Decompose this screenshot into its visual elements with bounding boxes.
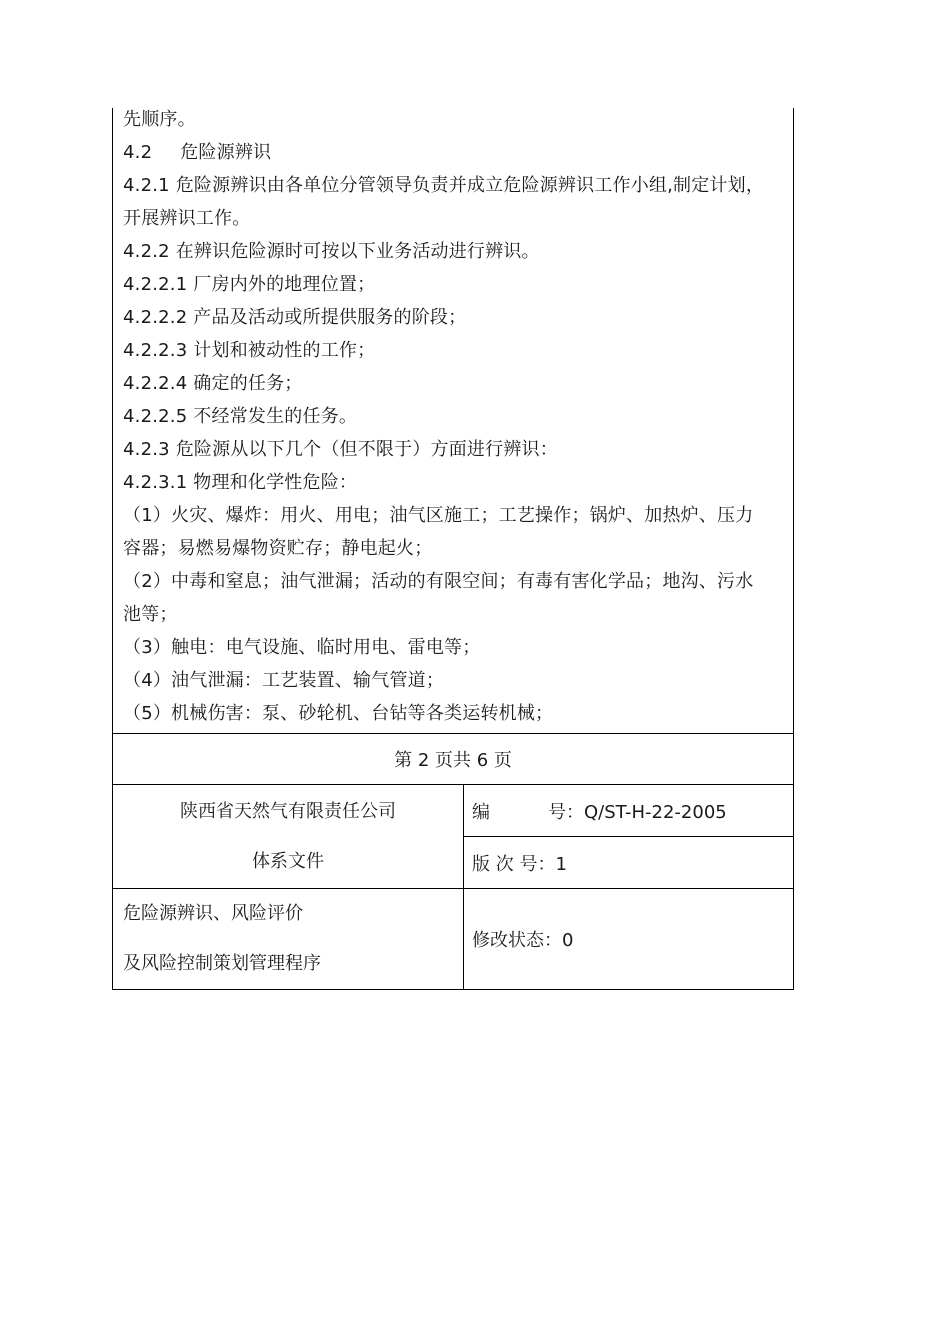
body-line: （1）火灾、爆炸：用火、用电；油气区施工；工艺操作；锅炉、加热炉、压力 [123, 505, 754, 526]
section-title: 危险源辨识 [180, 142, 272, 163]
body-line: 先顺序。 [123, 109, 196, 130]
body-line: 4.2.3.1 物理和化学性危险： [123, 472, 358, 493]
body-line: 容器；易燃易爆物资贮存；静电起火； [123, 538, 433, 559]
revision-cell: 修改状态：0 [464, 889, 794, 990]
body-line: 4.2.2.1 厂房内外的地理位置； [123, 274, 376, 295]
section-number: 4.2 [123, 142, 153, 163]
section-heading [123, 141, 785, 165]
body-line: 4.2.2.2 产品及活动或所提供服务的阶段； [123, 307, 467, 328]
body-line: 4.2.1 危险源辨识由各单位分管领导负责并成立危险源辨识工作小组,制定计划， [123, 175, 765, 196]
doc-number-label: 编 [472, 801, 490, 823]
company-cell [113, 785, 464, 889]
doc-title-line1: 危险源辨识、风险评价 [123, 903, 303, 924]
body-line: 开展辨识工作。 [123, 208, 251, 229]
doc-number-cell [464, 785, 794, 837]
body-line: （3）触电：电气设施、临时用电、雷电等； [123, 637, 481, 658]
body-line: 4.2.3 危险源从以下几个（但不限于）方面进行辨识： [123, 439, 558, 460]
body-line: 池等； [123, 604, 178, 625]
body-line: 4.2.2.4 确定的任务； [123, 373, 303, 394]
content-box [112, 108, 794, 733]
page-number: 第 2 页共 6 页 [112, 733, 794, 785]
doc-title-line2: 及风险控制策划管理程序 [123, 953, 321, 974]
body-line: 4.2.2.3 计划和被动性的工作； [123, 340, 376, 361]
body-line: 4.2.2 在辨识危险源时可按以下业务活动进行辨识。 [123, 241, 540, 262]
doc-number-value: 号：Q/ST-H-22-2005 [548, 801, 727, 823]
company-name: 陕西省天然气有限责任公司 [180, 800, 396, 822]
body-line: （4）油气泄漏：工艺装置、输气管道； [123, 670, 445, 691]
document-page [112, 0, 794, 733]
document-header-table [112, 784, 794, 990]
doc-type: 体系文件 [252, 850, 324, 872]
body-line: 4.2.2.5 不经常发生的任务。 [123, 406, 358, 427]
title-cell [113, 889, 464, 990]
body-line: （2）中毒和窒息；油气泄漏；活动的有限空间；有毒有害化学品；地沟、污水 [123, 571, 754, 592]
version-cell: 版 次 号：1 [464, 837, 794, 889]
body-line: （5）机械伤害：泵、砂轮机、台钻等各类运转机械； [123, 703, 554, 724]
